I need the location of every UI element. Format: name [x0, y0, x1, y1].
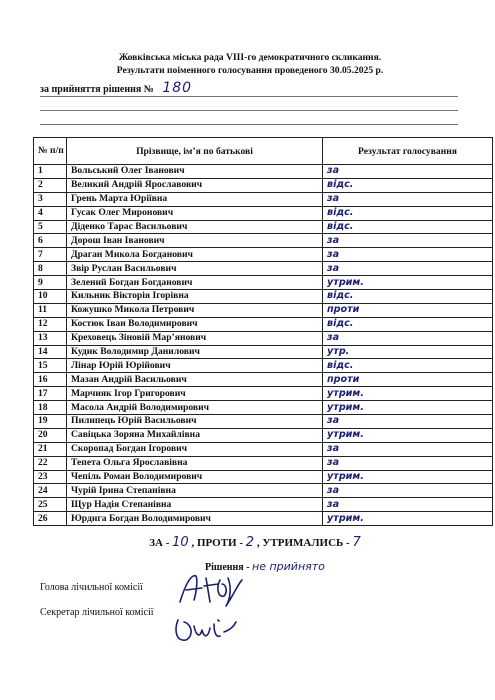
table-row	[34, 484, 493, 498]
table-row	[34, 234, 493, 248]
against-label: , ПРОТИ -	[191, 537, 244, 549]
row-number: 25	[34, 498, 67, 512]
deputy-name: Чурій Ірина Степанівна	[67, 484, 323, 498]
table-row	[34, 415, 493, 429]
vote-result: за	[323, 234, 493, 248]
table-row	[34, 442, 493, 456]
vote-result: утрим.	[323, 387, 493, 401]
table-row	[34, 428, 493, 442]
secretary-signature	[170, 612, 240, 648]
deputy-name: Драган Микола Богданович	[67, 248, 323, 262]
deputy-name: Масола Андрій Володимирович	[67, 401, 323, 415]
vote-result: за	[323, 248, 493, 262]
abstain-label: , УТРИМАЛИСЬ -	[256, 537, 350, 549]
deputy-name: Зелений Богдан Богданович	[67, 276, 323, 290]
table-row	[34, 165, 493, 179]
vote-result: відс.	[323, 359, 493, 373]
deputy-name: Юрдига Богдан Володимирович	[67, 512, 323, 526]
vote-result: відс.	[323, 290, 493, 304]
vote-result: за	[323, 262, 493, 276]
row-number: 12	[34, 317, 67, 331]
table-row	[34, 192, 493, 206]
table-row	[34, 262, 493, 276]
deputy-name: Тепета Ольга Ярославівна	[67, 456, 323, 470]
row-number: 16	[34, 373, 67, 387]
vote-result: проти	[323, 303, 493, 317]
row-number: 10	[34, 290, 67, 304]
table-header-row	[34, 138, 493, 165]
vote-result: за	[323, 442, 493, 456]
vote-result: відс.	[323, 220, 493, 234]
row-number: 3	[34, 192, 67, 206]
table-row	[34, 290, 493, 304]
table-row	[34, 206, 493, 220]
deputy-name: Звір Руслан Васильович	[67, 262, 323, 276]
row-number: 26	[34, 512, 67, 526]
vote-result: утрим.	[323, 276, 493, 290]
voting-table	[33, 137, 493, 526]
deputy-name: Діденко Тарас Васильович	[67, 220, 323, 234]
row-number: 7	[34, 248, 67, 262]
vote-result: за	[323, 498, 493, 512]
table-row	[34, 498, 493, 512]
row-number: 24	[34, 484, 67, 498]
table-row	[34, 331, 493, 345]
resolution-value: не прийнято	[252, 560, 325, 573]
deputy-name: Гусак Олег Миронович	[67, 206, 323, 220]
row-number: 23	[34, 470, 67, 484]
row-number: 17	[34, 387, 67, 401]
vote-result: за	[323, 165, 493, 179]
row-number: 6	[34, 234, 67, 248]
vote-result: за	[323, 192, 493, 206]
row-number: 21	[34, 442, 67, 456]
row-number: 15	[34, 359, 67, 373]
deputy-name: Костюк Іван Володимирович	[67, 317, 323, 331]
deputy-name: Кильник Вікторія Ігорівна	[67, 290, 323, 304]
table-row	[34, 248, 493, 262]
vote-result: за	[323, 484, 493, 498]
vote-result: утрим.	[323, 512, 493, 526]
row-number: 1	[34, 165, 67, 179]
row-number: 11	[34, 303, 67, 317]
decision-label: за прийняття рішення №	[40, 84, 154, 95]
table-row	[34, 359, 493, 373]
deputy-name: Дорош Іван Іванович	[67, 234, 323, 248]
vote-result: утрим.	[323, 428, 493, 442]
voting-table-body	[34, 165, 493, 526]
against-count: 2	[245, 535, 255, 550]
row-number: 18	[34, 401, 67, 415]
table-row	[34, 373, 493, 387]
deputy-name: Мазан Андрій Васильович	[67, 373, 323, 387]
secretary-label: Секретар лічильної комісії	[40, 607, 154, 618]
table-row	[34, 178, 493, 192]
deputy-name: Великий Андрій Ярославович	[67, 178, 323, 192]
deputy-name: Кожушко Микола Петрович	[67, 303, 323, 317]
row-number: 22	[34, 456, 67, 470]
deputy-name: Чепіль Роман Володимирович	[67, 470, 323, 484]
row-number: 14	[34, 345, 67, 359]
blank-line	[40, 124, 458, 125]
vote-result: утрим.	[323, 401, 493, 415]
row-number: 19	[34, 415, 67, 429]
table-row	[34, 317, 493, 331]
chair-label: Голова лічильної комісії	[40, 582, 143, 593]
row-number: 4	[34, 206, 67, 220]
column-header-number: № п/п	[34, 138, 67, 165]
row-number: 2	[34, 178, 67, 192]
column-header-name: Прізвище, ім’я по батькові	[67, 138, 323, 165]
blank-line	[40, 110, 458, 111]
row-number: 13	[34, 331, 67, 345]
row-number: 5	[34, 220, 67, 234]
vote-totals	[80, 535, 430, 550]
deputy-name: Пилипець Юрій Васильович	[67, 415, 323, 429]
table-row	[34, 303, 493, 317]
column-header-result: Результат голосування	[323, 138, 493, 165]
table-row	[34, 401, 493, 415]
vote-result: за	[323, 415, 493, 429]
vote-result: за	[323, 456, 493, 470]
vote-result: утрим.	[323, 470, 493, 484]
abstain-count: 7	[352, 535, 361, 550]
vote-result: відс.	[323, 317, 493, 331]
row-number: 9	[34, 276, 67, 290]
table-row	[34, 512, 493, 526]
deputy-name: Марчияк Ігор Григорович	[67, 387, 323, 401]
row-number: 8	[34, 262, 67, 276]
table-row	[34, 345, 493, 359]
vote-result: відс.	[323, 178, 493, 192]
deputy-name: Кудик Володимир Данилович	[67, 345, 323, 359]
voting-results-title: Результати поіменного голосування проведеного 30.05.2025 р.	[116, 65, 384, 76]
deputy-name: Скоропад Богдан Ігорович	[67, 442, 323, 456]
blank-line	[40, 96, 458, 97]
for-label: ЗА -	[149, 537, 170, 549]
row-number: 20	[34, 428, 67, 442]
vote-result: утр.	[323, 345, 493, 359]
table-row	[34, 220, 493, 234]
vote-result: за	[323, 331, 493, 345]
decision-line	[40, 80, 192, 96]
resolution-label: Рішення -	[205, 562, 250, 573]
deputy-name: Креховець Зіновій Мар’янович	[67, 331, 323, 345]
decision-number: 180	[162, 80, 193, 96]
table-row	[34, 470, 493, 484]
table-row	[34, 387, 493, 401]
vote-result: відс.	[323, 206, 493, 220]
deputy-name: Вольський Олег Іванович	[67, 165, 323, 179]
table-row	[34, 276, 493, 290]
for-count: 10	[172, 535, 189, 550]
deputy-name: Савіцька Зоряна Михайлівна	[67, 428, 323, 442]
deputy-name: Лінар Юрій Юрійович	[67, 359, 323, 373]
vote-result: проти	[323, 373, 493, 387]
deputy-name: Грень Марта Юріївна	[67, 192, 323, 206]
table-row	[34, 456, 493, 470]
deputy-name: Щур Надія Степанівна	[67, 498, 323, 512]
council-title: Жовківська міська рада VIII-го демократичного скликання.	[118, 52, 382, 63]
chair-signature	[176, 570, 246, 610]
